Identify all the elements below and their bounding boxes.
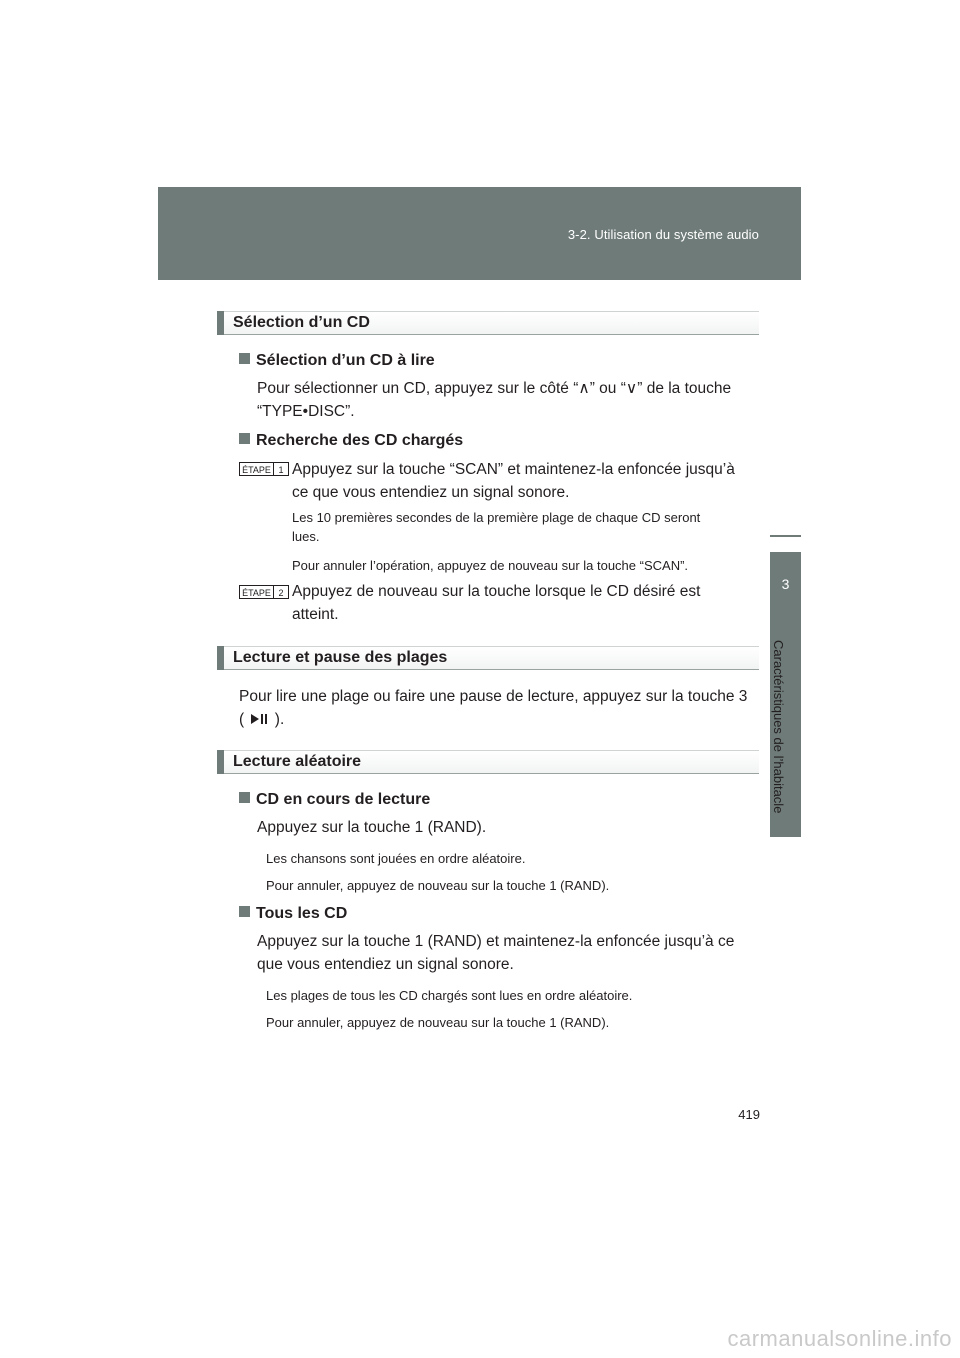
step-1-text: Appuyez sur la touche “SCAN” et maintenez-la enfoncée jusqu’à ce que vous entendiez un signal sonore. (292, 461, 735, 501)
paragraph-select-cd: Pour sélectionner un CD, appuyez sur le côté “∧” ou “∨” de la touche “TYPE•DISC”. (257, 380, 732, 420)
section-marker (217, 646, 224, 670)
note-all-cds-1: Les plages de tous les CD chargés sont lues en ordre aléatoire. (266, 988, 633, 1003)
subheading-current-cd: CD en cours de lecture (239, 791, 430, 809)
step-2-text: Appuyez de nouveau sur la touche lorsque le CD désiré est atteint. (292, 583, 701, 623)
section-title: Lecture aléatoire (233, 753, 362, 770)
chapter-number: 3 (781, 576, 790, 592)
section-heading-random (217, 750, 759, 774)
header-band (158, 187, 801, 280)
step-1-note-2: Pour annuler l’opération, appuyez de nouveau sur la touche “SCAN”. (292, 558, 689, 573)
note-current-cd-2: Pour annuler, appuyez de nouveau sur la touche 1 (RAND). (266, 878, 610, 893)
subheading-scan-cds: Recherche des CD chargés (239, 432, 463, 450)
paragraph-all-cds: Appuyez sur la touche 1 (RAND) et maintenez-la enfoncée jusqu’à ce que vous entendiez un signal sonore. (257, 933, 735, 973)
section-marker (217, 750, 224, 774)
paragraph-play-pause: Pour lire une plage ou faire une pause de lecture, appuyez sur la touche 3 ( ). (239, 688, 748, 728)
square-bullet-icon (239, 433, 250, 444)
step-1-note-1: Les 10 premières secondes de la première plage de chaque CD seront lues. (292, 510, 701, 544)
step-badge-1: ÉTAPE 1 (239, 462, 289, 476)
chapter-label: Caractéristiques de l’habitacle (771, 640, 786, 814)
section-title: Sélection d’un CD (233, 314, 370, 331)
section-heading-cd-selection (217, 311, 759, 335)
watermark: carmanualsonline.info (727, 1326, 952, 1351)
square-bullet-icon (239, 906, 250, 917)
section-marker (217, 311, 224, 335)
note-all-cds-2: Pour annuler, appuyez de nouveau sur la touche 1 (RAND). (266, 1015, 610, 1030)
subheading-all-cds: Tous les CD (239, 905, 347, 923)
section-heading-play-pause (217, 646, 759, 670)
subheading-select-cd: Sélection d’un CD à lire (239, 352, 435, 370)
note-current-cd-1: Les chansons sont jouées en ordre aléatoire. (266, 851, 526, 866)
step-badge-2: ÉTAPE 2 (239, 585, 289, 599)
play-pause-icon (248, 713, 270, 725)
square-bullet-icon (239, 353, 250, 364)
paragraph-current-cd: Appuyez sur la touche 1 (RAND). (257, 819, 487, 836)
square-bullet-icon (239, 792, 250, 803)
section-title: Lecture et pause des plages (233, 649, 448, 666)
breadcrumb: 3-2. Utilisation du système audio (567, 227, 759, 242)
side-tab-divider (770, 535, 801, 537)
page-number: 419 (738, 1107, 760, 1122)
